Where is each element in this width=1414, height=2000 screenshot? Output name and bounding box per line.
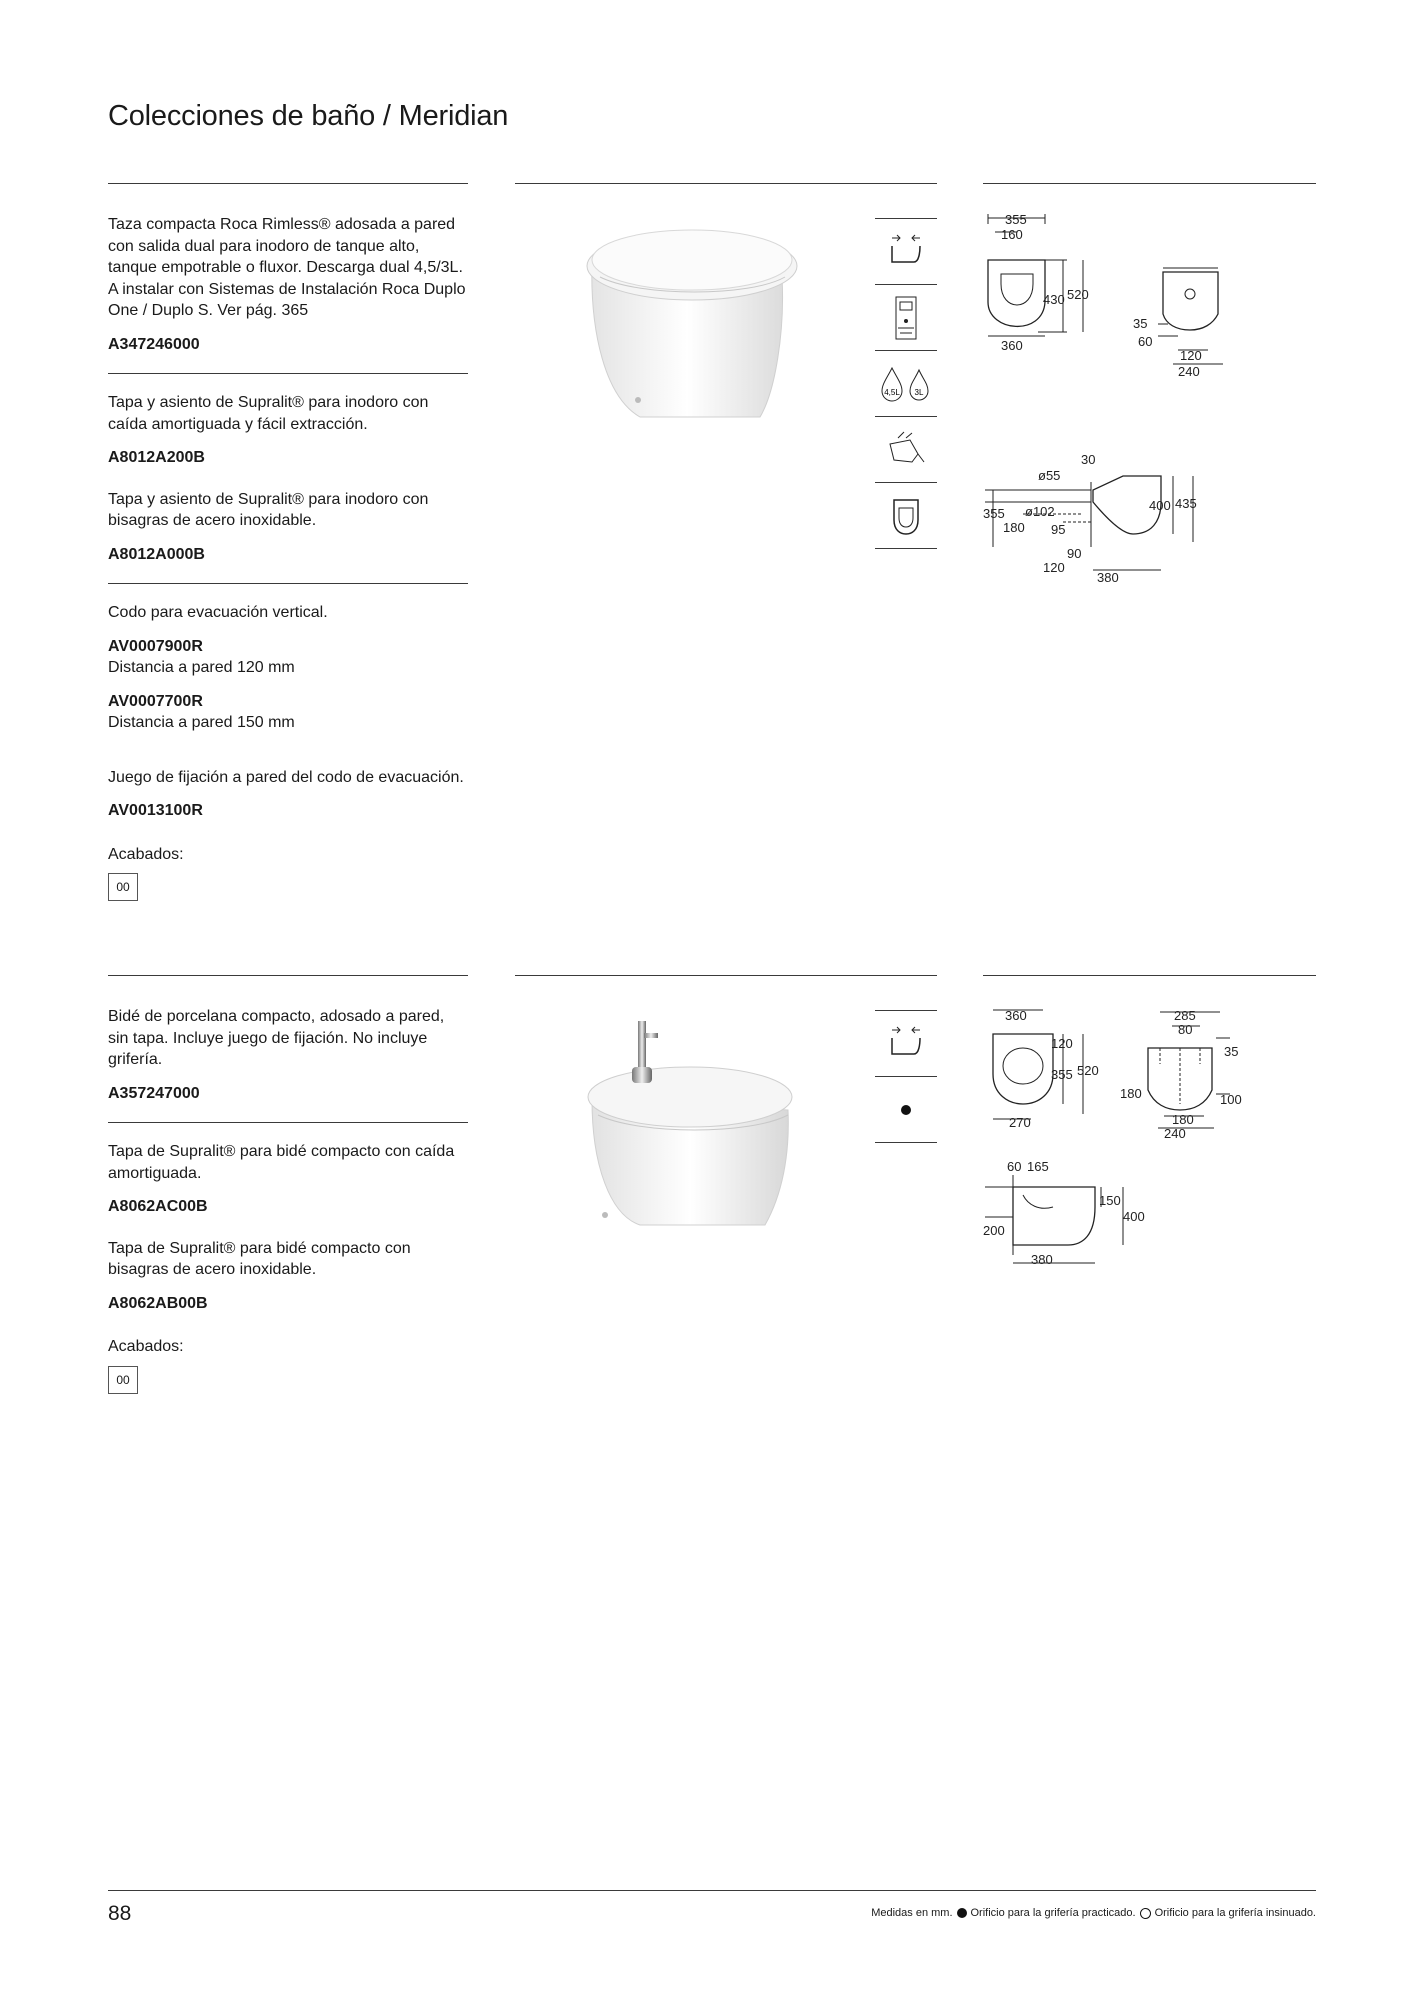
dim-label: 430	[1043, 292, 1065, 307]
wc-side-drawing	[983, 452, 1213, 597]
product-seat-steel	[108, 489, 468, 566]
dim-label: 355	[1051, 1067, 1073, 1082]
product-note: Distancia a pared 120 mm	[108, 659, 295, 676]
dim-label: 120	[1051, 1036, 1073, 1051]
section2-rule-left	[108, 975, 468, 976]
dim-label: 90	[1067, 546, 1082, 561]
dim-label: ø55	[1038, 468, 1061, 483]
dim-label: 120	[1180, 348, 1202, 363]
product-code: A8062AB00B	[108, 1294, 208, 1312]
divider	[108, 1122, 468, 1123]
product-description: Tapa y asiento de Supralit® para inodoro con caída amortiguada y fácil extracción.	[108, 394, 429, 433]
dim-label: 35	[1224, 1044, 1239, 1059]
dim-label: 30	[1081, 452, 1096, 467]
flush-label-small: 3L	[914, 387, 924, 397]
product-code: AV0013100R	[108, 802, 203, 819]
product-description: Codo para evacuación vertical.	[108, 604, 328, 621]
dim-label: 35	[1133, 316, 1148, 331]
finish-swatch: 00	[108, 873, 138, 901]
wc-top-drawing	[983, 212, 1123, 357]
bidet-photo	[570, 1015, 815, 1230]
product-bidet	[108, 1006, 468, 1104]
dim-label: 60	[1007, 1159, 1022, 1174]
dim-label: 95	[1051, 522, 1066, 537]
section1-rule-left	[108, 183, 468, 184]
wc-front-drawing	[1128, 264, 1248, 389]
dim-label: 180	[1172, 1112, 1194, 1127]
dim-label: 150	[1099, 1193, 1121, 1208]
product-description: Juego de fijación a pared del codo de evacuación.	[108, 768, 464, 786]
soft-close-icon	[875, 416, 937, 482]
product-code: A8012A200B	[108, 449, 205, 466]
product-description: Bidé de porcelana compacto, adosado a pared, sin tapa. Incluye juego de fijación. No incluye grifería.	[108, 1008, 445, 1068]
bidet-side-drawing	[983, 1155, 1158, 1275]
section2-text	[108, 1006, 468, 1394]
product-description: Tapa y asiento de Supralit® para inodoro con bisagras de acero inoxidable.	[108, 490, 429, 529]
footer-rule	[108, 1890, 1316, 1891]
dim-label: 400	[1149, 498, 1171, 513]
legend-filled: Orificio para la grifería practicado.	[970, 1907, 1136, 1919]
wall-mounted-icon	[875, 218, 937, 284]
dim-label: 360	[1005, 1008, 1027, 1023]
dim-label: 180	[1120, 1086, 1142, 1101]
dim-label: 180	[1003, 520, 1025, 535]
finishes-label: Acabados:	[108, 845, 184, 863]
product-seat-softclose	[108, 392, 468, 469]
section1-text	[108, 214, 468, 901]
finish-swatch: 00	[108, 1366, 138, 1394]
section2-features	[875, 1010, 937, 1143]
dual-flush-icon	[875, 350, 937, 416]
product-code: A357247000	[108, 1084, 200, 1102]
legend-empty: Orificio para la grifería insinuado.	[1154, 1907, 1316, 1919]
bidet-front-drawing	[1120, 1004, 1255, 1149]
product-code: AV0007900R	[108, 637, 203, 655]
dim-label: 60	[1138, 334, 1153, 349]
dim-label: 380	[1031, 1252, 1053, 1267]
divider	[108, 583, 468, 584]
wall-mounted-icon	[875, 1010, 937, 1076]
section1-rule-middle	[515, 183, 937, 184]
dim-label: 285	[1174, 1008, 1196, 1023]
section2-rule-right	[983, 975, 1316, 976]
page-title: Colecciones de baño / Meridian	[108, 100, 509, 132]
dim-label: 80	[1178, 1022, 1193, 1037]
product-code: A347246000	[108, 335, 200, 353]
filled-dot-icon	[957, 1908, 967, 1918]
bidet-top-drawing	[983, 1004, 1103, 1134]
tap-hole-icon	[875, 1076, 937, 1143]
rimless-icon	[875, 482, 937, 549]
dim-label: 520	[1067, 287, 1089, 302]
product-code: AV0007700R	[108, 692, 203, 710]
product-wc	[108, 214, 468, 355]
section1-features	[875, 218, 937, 549]
dim-label: 380	[1097, 570, 1119, 585]
flush-label-large: 4,5L	[884, 387, 900, 397]
product-description: Taza compacta Roca Rimless® adosada a pared con salida dual para inodoro de tanque alto, tanque empotrable o fluxor. Descarga dual 4,5/3L. A instalar con Sistemas de Instalación Roca Duplo One / Duplo S. Ver pág. 365	[108, 216, 466, 319]
product-fixing-kit	[108, 767, 468, 822]
dim-label: ø102	[1025, 504, 1055, 519]
section1-rule-right	[983, 183, 1316, 184]
product-description: Tapa de Supralit® para bidé compacto con bisagras de acero inoxidable.	[108, 1239, 411, 1278]
product-description: Tapa de Supralit® para bidé compacto con caída amortiguada.	[108, 1143, 455, 1182]
dim-label: 165	[1027, 1159, 1049, 1174]
product-bidet-lid-steel	[108, 1238, 468, 1315]
empty-dot-icon	[1140, 1908, 1151, 1919]
page-number: 88	[108, 1902, 132, 1925]
finishes-label: Acabados:	[108, 1338, 184, 1355]
dim-label: 240	[1164, 1126, 1186, 1141]
section2-rule-middle	[515, 975, 937, 976]
dim-label: 270	[1009, 1115, 1031, 1129]
divider	[108, 373, 468, 374]
product-code: A8062AC00B	[108, 1198, 208, 1215]
product-code: A8012A000B	[108, 545, 205, 563]
dim-label: 435	[1175, 496, 1197, 511]
wc-photo	[560, 222, 810, 427]
dim-label: 160	[1001, 227, 1023, 242]
footer-legend	[871, 1907, 1316, 1919]
product-elbow	[108, 602, 468, 734]
dim-label: 240	[1178, 364, 1200, 379]
cistern-frame-icon	[875, 284, 937, 350]
dim-label: 200	[983, 1223, 1005, 1238]
dim-label: 360	[1001, 338, 1023, 352]
legend-units: Medidas en mm.	[871, 1907, 953, 1919]
dim-label: 355	[983, 506, 1005, 521]
dim-label: 520	[1077, 1063, 1099, 1078]
dim-label: 100	[1220, 1092, 1242, 1107]
dim-label: 400	[1123, 1209, 1145, 1224]
dim-label: 355	[1005, 212, 1027, 227]
dim-label: 120	[1043, 560, 1065, 575]
product-note: Distancia a pared 150 mm	[108, 714, 295, 731]
product-bidet-lid-softclose	[108, 1141, 468, 1218]
